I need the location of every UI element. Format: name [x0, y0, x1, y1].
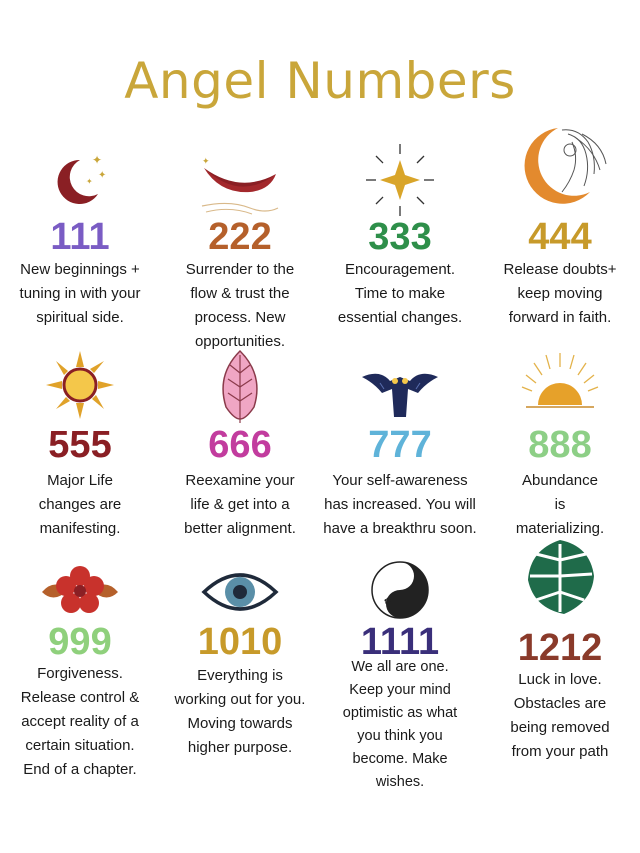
svg-text:✿: ✿	[384, 597, 392, 607]
owl-icon	[360, 347, 440, 427]
angel-number: 111	[50, 216, 110, 258]
angel-number-meaning: We all are one. Keep your mind optimistic as what you think you become. Make wishes.	[342, 659, 458, 790]
svg-text:✦: ✦	[202, 157, 210, 167]
sun-icon	[40, 345, 120, 425]
angel-number: 888	[528, 424, 592, 466]
angel-number-meaning: Everything is working out for you. Moving towards higher purpose.	[174, 667, 306, 756]
angel-number: 666	[208, 424, 272, 466]
angel-number: 222	[208, 216, 272, 258]
sparkle-star-icon	[360, 140, 440, 220]
angel-number: 555	[48, 424, 112, 466]
angel-number-meaning: Surrender to the flow & trust the process. New opportunities.	[185, 261, 295, 350]
angel-number: 1111	[360, 621, 440, 663]
angel-number-meaning: Reexamine your life & get into a better alignment.	[184, 472, 296, 537]
svg-text:✦: ✦	[86, 177, 93, 186]
angel-number-meaning: Luck in love. Obstacles are being removed from your path	[510, 671, 610, 760]
angel-number-meaning: Encouragement. Time to make essential changes.	[337, 261, 463, 326]
angel-number-meaning: Release doubts+ keep moving forward in faith.	[503, 261, 617, 326]
monstera-leaf-icon	[520, 536, 600, 616]
crescent-moon-stars-icon	[40, 142, 120, 222]
red-flower-icon	[40, 552, 120, 632]
angel-number-meaning: Abundance is materializing.	[515, 472, 605, 537]
yin-yang-icon	[360, 552, 440, 632]
svg-text:✦: ✦	[98, 170, 107, 181]
svg-text:✿: ✿	[406, 575, 414, 585]
angel-number-meaning: Your self-awareness has increased. You will have a breakthru soon.	[323, 472, 477, 537]
angel-number-meaning: Major Life changes are manifesting.	[38, 472, 122, 537]
angel-number: 333	[368, 216, 432, 258]
page-title: Angel Numbers	[124, 52, 516, 110]
angel-number-meaning: New beginnings + tuning in with your spiritual side.	[19, 261, 141, 326]
eye-icon	[200, 552, 280, 632]
angel-number: 1212	[517, 627, 603, 669]
moon-goddess-icon	[512, 120, 608, 216]
angel-number: 1010	[197, 621, 283, 663]
angel-number: 444	[528, 216, 592, 258]
svg-text:✦: ✦	[92, 153, 103, 167]
angel-number: 777	[368, 424, 432, 466]
pink-leaf-icon	[200, 345, 280, 425]
rising-sun-icon	[520, 345, 600, 425]
angel-number-meaning: Forgiveness. Release control & accept reality of a certain situation. End of a chapter.	[20, 665, 140, 778]
angel-number: 999	[48, 621, 112, 663]
